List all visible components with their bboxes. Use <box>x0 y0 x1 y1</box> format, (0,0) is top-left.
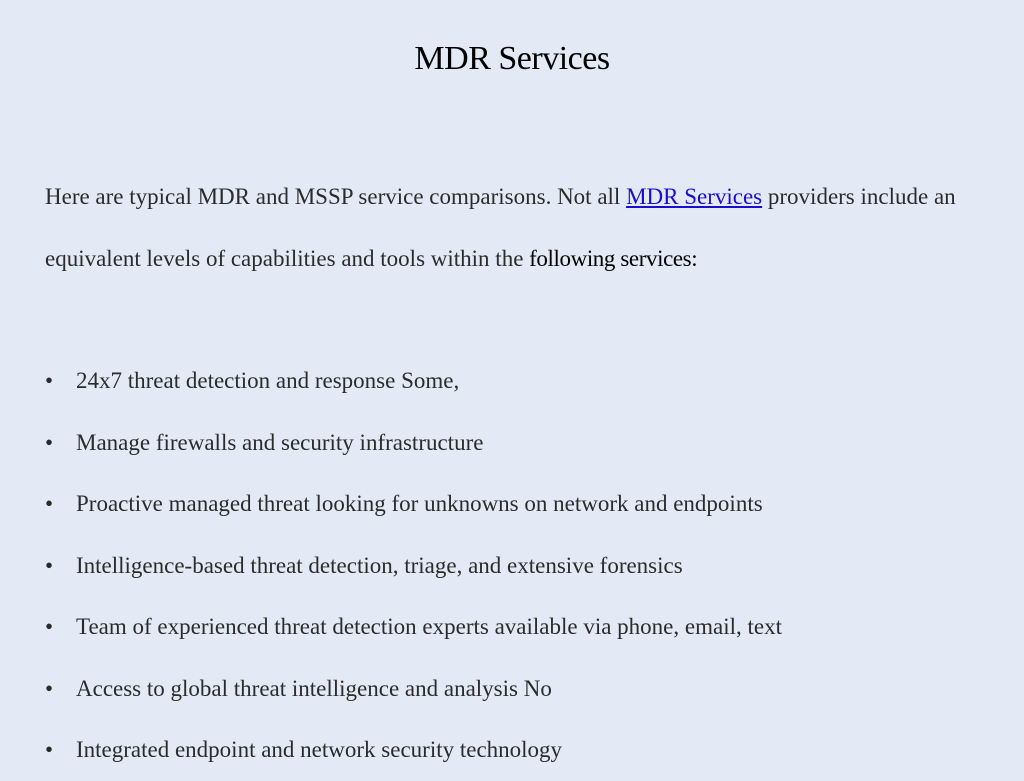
intro-text-after-link: providers include an equivalent levels of capabilities and tools within the <box>45 184 956 271</box>
intro-text-before-link: Here are typical MDR and MSSP service comparisons. Not all <box>45 184 627 209</box>
bullet-icon: • <box>45 675 54 701</box>
bullet-icon: • <box>45 614 54 639</box>
list-item <box>45 658 995 720</box>
list-item-text: Access to global threat intelligence and analysis No <box>76 675 552 701</box>
list-item <box>45 350 995 412</box>
list-item-text: Proactive managed threat looking for unknowns on network and endpoints <box>76 491 763 516</box>
list-item-text: Manage firewalls and security infrastructure <box>76 429 484 455</box>
list-item-text: Integrated endpoint and network security technology <box>76 737 563 762</box>
list-item <box>45 473 995 535</box>
bullet-icon: • <box>45 491 54 516</box>
list-item-text: Team of experienced threat detection experts available via phone, email, text <box>76 614 782 639</box>
list-item <box>45 535 995 597</box>
bullet-icon: • <box>45 429 54 455</box>
bullet-icon: • <box>45 552 54 578</box>
intro-paragraph <box>45 166 995 289</box>
mdr-services-link[interactable]: MDR Services <box>626 184 763 209</box>
list-item-text: Intelligence-based threat detection, triage, and extensive forensics <box>76 552 683 578</box>
list-item <box>45 412 995 474</box>
intro-emphasis: following services: <box>529 245 698 271</box>
bullet-icon: • <box>45 368 54 393</box>
list-item <box>45 719 995 781</box>
slide-title: MDR Services <box>414 40 610 77</box>
list-item-text: 24x7 threat detection and response Some, <box>76 368 460 393</box>
list-item <box>45 596 995 658</box>
services-list <box>45 350 995 781</box>
bullet-icon: • <box>45 737 54 762</box>
